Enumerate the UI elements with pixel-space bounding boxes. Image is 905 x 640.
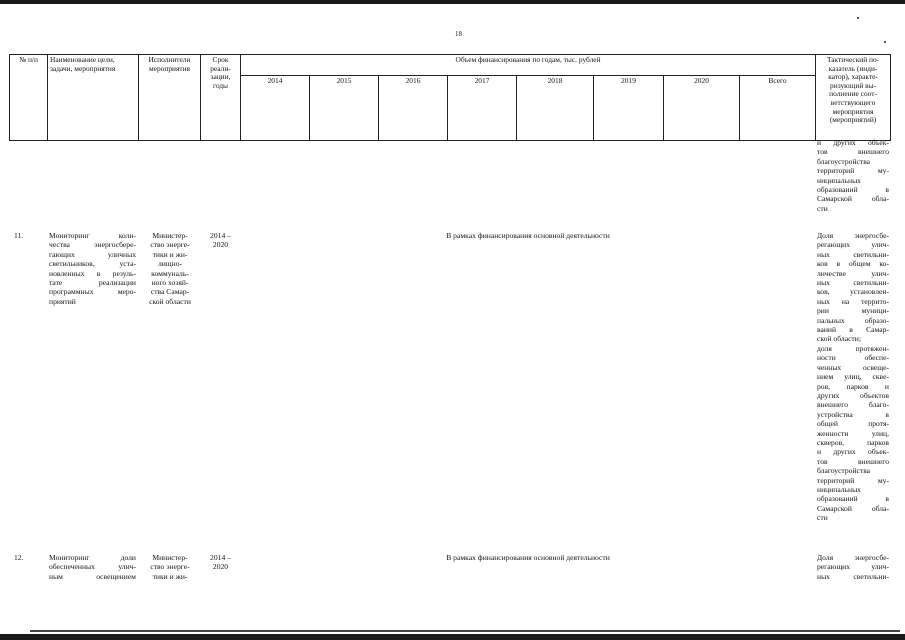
text-line: Самарской обла- [817,503,889,513]
text-line: тики и жи- [152,571,188,581]
text-line: благоустройства [817,466,871,476]
text-line: рии муници- [817,306,889,316]
text-line: и других объек- [817,138,889,147]
text-line: устройства в [817,409,889,419]
header-col-executors: Исполнители мероприятия [139,55,201,141]
text-line: новленных в резуль- [49,268,136,278]
header-year: 2014 [241,76,310,141]
row-executors [140,231,200,306]
text-line: доля протяжен- [817,343,889,353]
text-line: регающих улич- [817,562,889,572]
row-number: 11. [14,231,24,240]
text-line: гающих уличных [49,249,136,259]
row-executors [140,553,200,581]
text-line: программных меро- [49,287,136,297]
text-line: нием улиц, скве- [817,372,889,382]
text-line: ниципальных [817,175,861,185]
text-line: личестве улич- [817,268,889,278]
text-line: тов внешнего [817,147,889,157]
header-col-number: № п/п [10,55,48,141]
header-total: Всего [740,76,816,141]
text-line: сти [817,203,828,213]
row-term [202,553,239,572]
text-line: тов внешнего [817,456,889,466]
text-line: Доля энергосбе- [817,553,889,562]
row-name [49,553,136,581]
text-line: ных на террито- [817,296,889,306]
text-line: светильников, уста- [49,259,136,269]
row-financing: В рамках финансирования основной деятельности [446,231,610,240]
text-line: лищно- [157,259,183,269]
row-indicator [817,231,889,523]
text-line: ство энерге- [150,240,190,250]
header-year: 2015 [310,76,379,141]
header-year: 2020 [664,76,740,141]
text-line: ным освещением [49,571,136,581]
row-name [49,231,136,306]
text-line: сти [817,513,828,523]
text-line: регающих улич- [817,240,889,250]
header-year: 2019 [594,76,664,141]
text-line: тате реализации [49,278,136,288]
header-col-name: Наименование цели, задачи, мероприятия [48,55,139,141]
text-line: пальных образо- [817,315,889,325]
scan-top-edge [0,0,905,4]
text-line: женности улиц, [817,428,889,438]
text-line: ности обеспе- [817,353,889,363]
text-line: 2014 – [210,553,231,562]
text-line: благоустройства [817,156,871,166]
text-line: территорий му- [817,475,889,485]
text-line: образований в [817,185,889,195]
text-line: чества энергосбере- [49,240,136,250]
scan-speck [857,17,859,19]
header-year: 2018 [517,76,594,141]
text-line: Мониторинг доли [49,553,136,562]
text-line: 2014 – [210,231,231,240]
text-line: ваний в Самар- [817,325,889,335]
text-line: ство энерге- [150,562,190,572]
text-line: ных светильни- [817,249,889,259]
text-line: обеспеченных улич- [49,562,136,572]
text-line: коммуналь- [151,268,189,278]
page-number: 18 [455,30,462,38]
text-line: и других объек- [817,447,889,457]
text-line: общей протя- [817,419,889,429]
row-number: 12. [14,553,24,562]
text-line: ства Самар- [150,287,190,297]
continuation-indicator [817,138,889,213]
text-line: Мониторинг коли- [49,231,136,240]
text-line: других объектов [817,390,889,400]
table-header [9,54,891,141]
header-year: 2017 [448,76,517,141]
row-financing: В рамках финансирования основной деятельности [446,553,610,562]
text-line: Министер- [152,231,188,240]
scan-speck [884,41,886,43]
text-line: ниципальных [817,484,861,494]
header-year: 2016 [379,76,448,141]
text-line: ров, парков и [817,381,889,391]
text-line: 2020 [212,240,229,250]
text-line: ской области [149,296,191,306]
text-line: тики и жи- [152,249,188,259]
text-line: ков, установлен- [817,287,889,297]
text-line: ных светильни- [817,571,889,581]
text-line: ков в общем ко- [817,259,889,269]
text-line: 2020 [212,562,229,572]
text-line: ченных освеще- [817,362,889,372]
text-line: Доля энергосбе- [817,231,889,240]
scan-bottom-edge [0,634,905,640]
row-term [202,231,239,250]
text-line: территорий му- [817,166,889,176]
text-line: Министер- [152,553,188,562]
header-col-indicator: Тактический по-казатель (инди-катор), характе-ризующий вы-полнение соот-ветствующего мероприятия (мероприятий) [816,55,891,141]
text-line: скверов, парков [817,437,889,447]
text-line: ного хозяй- [151,278,189,288]
text-line: внешнего благо- [817,400,889,410]
text-line: приятий [49,296,76,306]
header-col-financing: Объем финансирования по годам, тыс. рублей [241,55,816,76]
scan-bottom-line [30,630,900,632]
text-line: Самарской обла- [817,194,889,204]
row-indicator [817,553,889,581]
header-col-term: Срок реали-зации, годы [201,55,241,141]
text-line: ской области; [817,334,861,344]
text-line: ных светильни- [817,278,889,288]
text-line: образований в [817,494,889,504]
